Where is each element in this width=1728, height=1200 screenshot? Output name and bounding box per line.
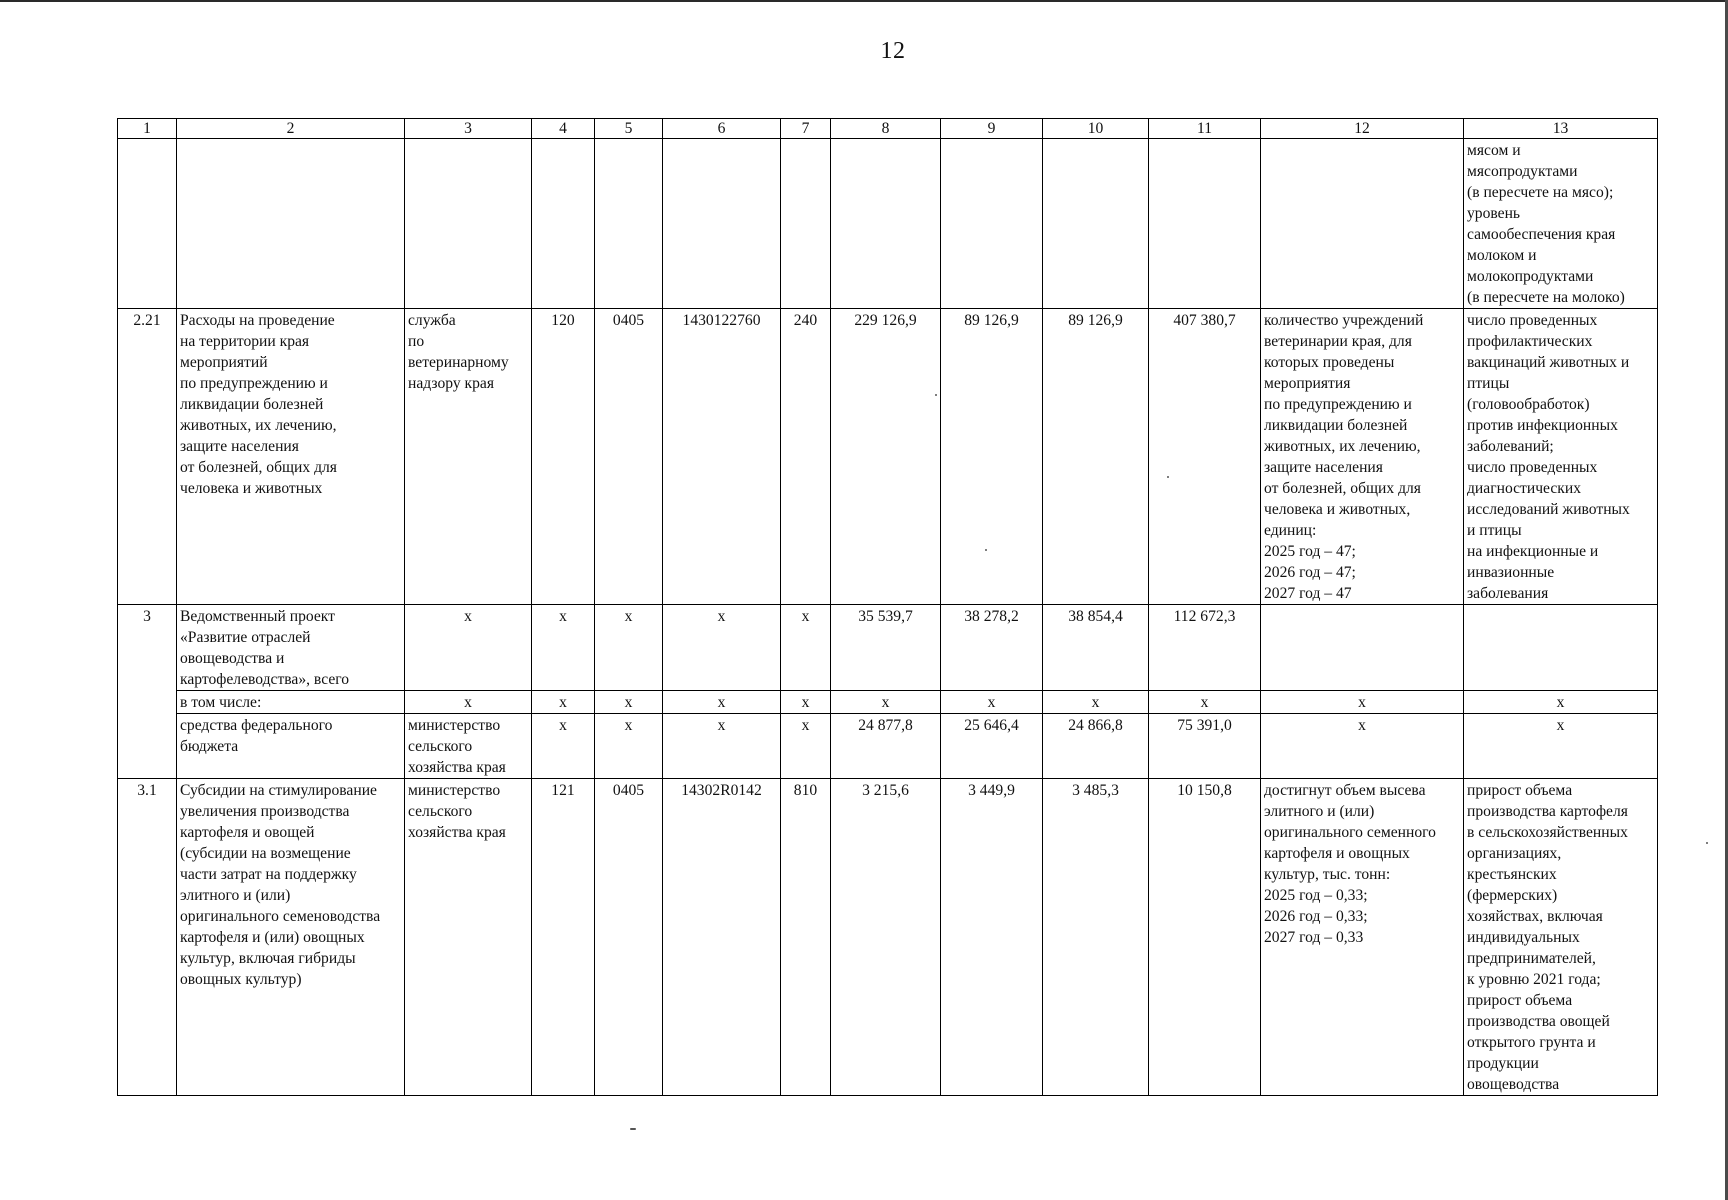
table-row (118, 691, 1658, 714)
cell-executor: министерство сельского хозяйства края (405, 714, 532, 779)
cell-code-6: х (663, 605, 781, 691)
column-header: 5 (595, 119, 663, 139)
cell-code-5 (595, 139, 663, 309)
cell-amount-8: 35 539,7 (831, 605, 941, 691)
cell-amount-9: х (941, 691, 1043, 714)
cell-code-5: х (595, 691, 663, 714)
table-row (118, 139, 1658, 309)
cell-amount-10: 3 485,3 (1043, 779, 1149, 1096)
cell-amount-8: 229 126,9 (831, 309, 941, 605)
cell-code-4: х (532, 714, 595, 779)
cell-result: х (1261, 714, 1464, 779)
table-row (118, 309, 1658, 605)
cell-code-5: х (595, 605, 663, 691)
column-header: 10 (1043, 119, 1149, 139)
table-row (118, 605, 1658, 691)
cell-indicator: х (1464, 714, 1658, 779)
column-header: 13 (1464, 119, 1658, 139)
column-header: 4 (532, 119, 595, 139)
cell-code-7: 240 (781, 309, 831, 605)
cell-name: Расходы на проведение на территории края мероприятий по предупреждению и ликвидации болезней животных, их лечению, защите населения от болезней, общих для человека и животных (177, 309, 405, 605)
cell-indicator: х (1464, 691, 1658, 714)
cell-amount-8: 3 215,6 (831, 779, 941, 1096)
cell-amount-10 (1043, 139, 1149, 309)
cell-amount-10: 24 866,8 (1043, 714, 1149, 779)
cell-amount-9: 3 449,9 (941, 779, 1043, 1096)
scan-border-top (0, 0, 1728, 2)
cell-code-4: 120 (532, 309, 595, 605)
table-header-row (118, 119, 1658, 139)
cell-name: Субсидии на стимулирование увеличения производства картофеля и овощей (субсидии на возмещение части затрат на поддержку элитного и (или) оригинального семеноводства картофеля и (или) овощных культур, включая гибриды овощных культур) (177, 779, 405, 1096)
cell-amount-11: 407 380,7 (1149, 309, 1261, 605)
column-header: 3 (405, 119, 532, 139)
cell-result (1261, 139, 1464, 309)
cell-amount-9: 89 126,9 (941, 309, 1043, 605)
cell-indicator: число проведенных профилактических вакцинаций животных и птицы (головообработок) против инфекционных заболеваний; число проведенных диагностических исследований животных и птицы на инфекционные и инвазионные заболевания (1464, 309, 1658, 605)
cell-code-6: 14302R0142 (663, 779, 781, 1096)
cell-name: средства федерального бюджета (177, 714, 405, 779)
cell-executor: министерство сельского хозяйства края (405, 779, 532, 1096)
cell-code-7: 810 (781, 779, 831, 1096)
cell-amount-10: 89 126,9 (1043, 309, 1149, 605)
cell-amount-10: х (1043, 691, 1149, 714)
cell-result: х (1261, 691, 1464, 714)
column-header: 2 (177, 119, 405, 139)
column-header: 9 (941, 119, 1043, 139)
column-header: 8 (831, 119, 941, 139)
cell-result: количество учреждений ветеринарии края, для которых проведены мероприятия по предупреждению и ликвидации болезней животных, их лечению, защите населения от болезней, общих для человека и животных, единиц: 2025 год – 47; 2026 год – 47; 2027 год – 47 (1261, 309, 1464, 605)
cell-amount-10: 38 854,4 (1043, 605, 1149, 691)
cell-name: в том числе: (177, 691, 405, 714)
cell-amount-8: х (831, 691, 941, 714)
cell-number: 3 (118, 605, 177, 779)
scan-speck (1706, 842, 1708, 844)
cell-executor (405, 139, 532, 309)
column-header: 7 (781, 119, 831, 139)
cell-name (177, 139, 405, 309)
cell-code-5: х (595, 714, 663, 779)
cell-result: достигнут объем высева элитного и (или) оригинального семенного картофеля и овощных культур, тыс. тонн: 2025 год – 0,33; 2026 год – 0,33; 2027 год – 0,33 (1261, 779, 1464, 1096)
cell-amount-11 (1149, 139, 1261, 309)
cell-amount-11: 112 672,3 (1149, 605, 1261, 691)
table-row (118, 714, 1658, 779)
cell-code-4 (532, 139, 595, 309)
cell-indicator: мясом и мясопродуктами (в пересчете на мясо); уровень самообеспечения края молоком и молокопродуктами (в пересчете на молоко) (1464, 139, 1658, 309)
cell-number: 3.1 (118, 779, 177, 1096)
page-number: 12 (880, 38, 906, 64)
column-header: 6 (663, 119, 781, 139)
cell-amount-11: 75 391,0 (1149, 714, 1261, 779)
cell-amount-9: 25 646,4 (941, 714, 1043, 779)
cell-amount-8: 24 877,8 (831, 714, 941, 779)
cell-number: 2.21 (118, 309, 177, 605)
cell-code-5: 0405 (595, 309, 663, 605)
cell-executor: служба по ветеринарному надзору края (405, 309, 532, 605)
cell-result (1261, 605, 1464, 691)
column-header: 1 (118, 119, 177, 139)
scan-speck (985, 549, 987, 551)
cell-amount-8 (831, 139, 941, 309)
scan-speck (935, 394, 937, 396)
table-row (118, 779, 1658, 1096)
cell-code-7 (781, 139, 831, 309)
cell-code-4: х (532, 605, 595, 691)
cell-amount-11: х (1149, 691, 1261, 714)
cell-code-5: 0405 (595, 779, 663, 1096)
cell-executor: х (405, 691, 532, 714)
budget-table (117, 118, 1658, 1096)
cell-executor: х (405, 605, 532, 691)
cell-code-6: х (663, 691, 781, 714)
cell-code-7: х (781, 605, 831, 691)
column-header: 12 (1261, 119, 1464, 139)
cell-code-7: х (781, 714, 831, 779)
cell-number (118, 139, 177, 309)
cell-indicator (1464, 605, 1658, 691)
cell-code-6: 1430122760 (663, 309, 781, 605)
scan-speck (630, 1128, 636, 1130)
cell-amount-9: 38 278,2 (941, 605, 1043, 691)
cell-code-4: х (532, 691, 595, 714)
scan-speck (1167, 476, 1169, 478)
cell-indicator: прирост объема производства картофеля в сельскохозяйственных организациях, крестьянских (фермерских) хозяйствах, включая индивидуальных предпринимателей, к уровню 2021 года; прирост объема производства овощей открытого грунта и продукции овощеводства (1464, 779, 1658, 1096)
cell-code-4: 121 (532, 779, 595, 1096)
cell-code-6 (663, 139, 781, 309)
cell-amount-9 (941, 139, 1043, 309)
cell-code-6: х (663, 714, 781, 779)
cell-name: Ведомственный проект «Развитие отраслей овощеводства и картофелеводства», всего (177, 605, 405, 691)
cell-amount-11: 10 150,8 (1149, 779, 1261, 1096)
column-header: 11 (1149, 119, 1261, 139)
cell-code-7: х (781, 691, 831, 714)
